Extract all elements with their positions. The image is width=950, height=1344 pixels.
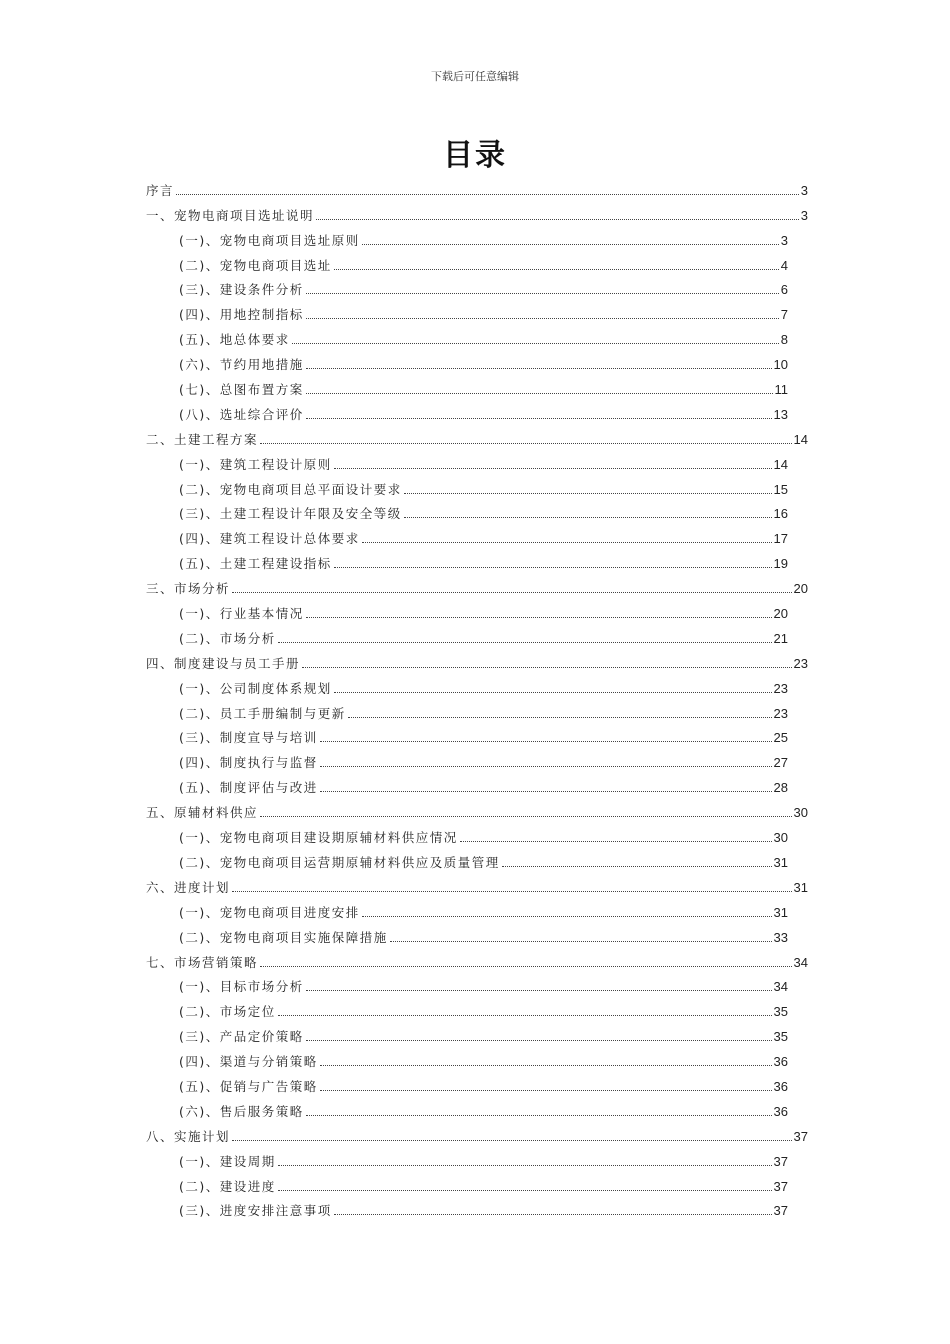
toc-page-number: 35	[773, 1029, 788, 1045]
toc-dot-leader	[320, 1065, 772, 1066]
toc-dot-leader	[306, 617, 772, 618]
toc-page-number: 37	[773, 1203, 788, 1219]
toc-dot-leader	[260, 816, 792, 817]
toc-page-number: 28	[773, 780, 788, 796]
toc-section-entry[interactable]	[146, 1170, 808, 1195]
toc-page-number: 21	[773, 630, 788, 646]
toc-dot-leader	[278, 1165, 772, 1166]
toc-section-entry[interactable]	[146, 971, 808, 996]
toc-section-entry[interactable]	[146, 473, 808, 498]
toc-dot-leader	[334, 692, 772, 693]
toc-dot-leader	[306, 293, 779, 294]
toc-page-number: 36	[773, 1103, 788, 1119]
toc-page-number: 36	[773, 1078, 788, 1094]
toc-dot-leader	[232, 592, 792, 593]
toc-dot-leader	[334, 1214, 772, 1215]
toc-dot-leader	[362, 542, 772, 543]
toc-section-entry[interactable]	[146, 348, 808, 373]
toc-chapter-entry[interactable]	[146, 174, 808, 199]
toc-page-number: 6	[780, 282, 788, 298]
toc-entry-text: (二)、宠物电商项目实施保障措施	[179, 929, 388, 945]
toc-page-number: 11	[774, 382, 788, 398]
toc-dot-leader	[306, 318, 779, 319]
toc-page-number: 20	[793, 581, 808, 597]
toc-dot-leader	[306, 393, 773, 394]
toc-entry-text: (三)、制度宣导与培训	[179, 730, 318, 746]
toc-entry-text: 三、市场分析	[146, 581, 231, 597]
toc-entry-text: 二、土建工程方案	[146, 431, 259, 447]
toc-dot-leader	[334, 468, 772, 469]
toc-page-number: 37	[773, 1178, 788, 1194]
toc-page-number: 31	[773, 904, 788, 920]
toc-dot-leader	[320, 791, 772, 792]
toc-entry-text: (一)、建筑工程设计原则	[179, 456, 332, 472]
toc-page-number: 8	[780, 332, 788, 348]
toc-page-number: 34	[773, 979, 788, 995]
toc-dot-leader	[306, 418, 772, 419]
toc-entry-text: (一)、公司制度体系规划	[179, 680, 332, 696]
toc-chapter-entry[interactable]	[146, 796, 808, 821]
toc-section-entry[interactable]	[146, 1020, 808, 1045]
toc-page-number: 23	[793, 655, 808, 671]
toc-page-number: 16	[773, 506, 788, 522]
toc-dot-leader	[362, 916, 772, 917]
toc-entry-text: 七、市场营销策略	[146, 954, 259, 970]
toc-page-number: 7	[780, 307, 788, 323]
toc-dot-leader	[306, 1115, 772, 1116]
toc-entry-text: (三)、土建工程设计年限及安全等级	[179, 506, 402, 522]
toc-section-entry[interactable]	[146, 746, 808, 771]
toc-entry-text: 序言	[146, 182, 175, 198]
toc-entry-text: (五)、制度评估与改进	[179, 780, 318, 796]
toc-dot-leader	[460, 841, 772, 842]
toc-section-entry[interactable]	[146, 622, 808, 647]
toc-section-entry[interactable]	[146, 1070, 808, 1095]
toc-chapter-entry[interactable]	[146, 199, 808, 224]
toc-dot-leader	[302, 667, 792, 668]
toc-page-number: 23	[773, 705, 788, 721]
toc-dot-leader	[316, 219, 799, 220]
toc-page-number: 25	[773, 730, 788, 746]
toc-section-entry[interactable]	[146, 498, 808, 523]
toc-section-entry[interactable]	[146, 249, 808, 274]
toc-section-entry[interactable]	[146, 921, 808, 946]
toc-dot-leader	[362, 244, 779, 245]
toc-section-entry[interactable]	[146, 722, 808, 747]
toc-entry-text: (四)、用地控制指标	[179, 307, 304, 323]
toc-page-number: 20	[773, 606, 788, 622]
toc-section-entry[interactable]	[146, 672, 808, 697]
toc-entry-text: (一)、宠物电商项目选址原则	[179, 232, 360, 248]
toc-page-number: 31	[773, 854, 788, 870]
toc-dot-leader	[306, 368, 772, 369]
toc-entry-text: (二)、宠物电商项目运营期原辅材料供应及质量管理	[179, 854, 500, 870]
toc-dot-leader	[320, 766, 772, 767]
toc-section-entry[interactable]	[146, 821, 808, 846]
toc-entry-text: 四、制度建设与员工手册	[146, 655, 301, 671]
toc-page-number: 30	[793, 805, 808, 821]
toc-dot-leader	[334, 269, 779, 270]
toc-dot-leader	[390, 941, 772, 942]
toc-page-number: 17	[773, 531, 788, 547]
toc-entry-text: (五)、促销与广告策略	[179, 1078, 318, 1094]
toc-page-number: 23	[773, 680, 788, 696]
toc-page-number: 31	[793, 879, 808, 895]
toc-chapter-entry[interactable]	[146, 1120, 808, 1145]
toc-page-number: 37	[773, 1153, 788, 1169]
toc-dot-leader	[502, 866, 772, 867]
toc-entry-text: (八)、选址综合评价	[179, 406, 304, 422]
toc-entry-text: (六)、售后服务策略	[179, 1103, 304, 1119]
toc-page-number: 33	[773, 929, 788, 945]
toc-entry-text: (一)、宠物电商项目建设期原辅材料供应情况	[179, 830, 458, 846]
toc-section-entry[interactable]	[146, 398, 808, 423]
toc-page-number: 37	[793, 1128, 808, 1144]
toc-entry-text: (七)、总图布置方案	[179, 382, 304, 398]
toc-chapter-entry[interactable]	[146, 871, 808, 896]
toc-chapter-entry[interactable]	[146, 647, 808, 672]
toc-page-number: 10	[773, 357, 788, 373]
toc-section-entry[interactable]	[146, 1045, 808, 1070]
toc-page-number: 3	[780, 232, 788, 248]
toc-section-entry[interactable]	[146, 274, 808, 299]
toc-entry-text: (三)、产品定价策略	[179, 1029, 304, 1045]
toc-dot-leader	[292, 343, 779, 344]
toc-dot-leader	[334, 567, 772, 568]
header-note: 下载后可任意编辑	[431, 70, 519, 83]
toc-entry-text: (四)、制度执行与监督	[179, 755, 318, 771]
toc-dot-leader	[404, 517, 772, 518]
toc-chapter-entry[interactable]	[146, 423, 808, 448]
toc-page-number: 3	[800, 207, 808, 223]
toc-entry-text: 一、宠物电商项目选址说明	[146, 207, 315, 223]
toc-entry-text: (四)、渠道与分销策略	[179, 1054, 318, 1070]
toc-section-entry[interactable]	[146, 224, 808, 249]
toc-section-entry[interactable]	[146, 771, 808, 796]
toc-page-number: 27	[773, 755, 788, 771]
toc-page-number: 14	[773, 456, 788, 472]
toc-dot-leader	[232, 1140, 792, 1141]
toc-page-number: 15	[773, 481, 788, 497]
toc-section-entry[interactable]	[146, 1195, 808, 1220]
toc-section-entry[interactable]	[146, 1145, 808, 1170]
toc-entry-text: (一)、行业基本情况	[179, 606, 304, 622]
table-of-contents	[146, 174, 808, 1219]
toc-entry-text: (三)、建设条件分析	[179, 282, 304, 298]
toc-entry-text: (五)、土建工程建设指标	[179, 556, 332, 572]
toc-entry-text: (二)、宠物电商项目总平面设计要求	[179, 481, 402, 497]
toc-dot-leader	[348, 717, 772, 718]
toc-entry-text: (一)、目标市场分析	[179, 979, 304, 995]
toc-section-entry[interactable]	[146, 597, 808, 622]
toc-dot-leader	[306, 990, 772, 991]
toc-dot-leader	[278, 642, 772, 643]
toc-page-number: 3	[800, 182, 808, 198]
toc-dot-leader	[232, 891, 792, 892]
toc-entry-text: 五、原辅材料供应	[146, 805, 259, 821]
toc-dot-leader	[260, 966, 792, 967]
toc-entry-text: (二)、市场分析	[179, 630, 276, 646]
toc-entry-text: (二)、市场定位	[179, 1004, 276, 1020]
toc-dot-leader	[260, 443, 792, 444]
toc-entry-text: (一)、建设周期	[179, 1153, 276, 1169]
toc-page-number: 36	[773, 1054, 788, 1070]
toc-dot-leader	[320, 1090, 772, 1091]
toc-entry-text: 六、进度计划	[146, 879, 231, 895]
toc-page-number: 4	[780, 257, 788, 273]
toc-title: 目录	[443, 138, 507, 173]
toc-entry-text: (二)、员工手册编制与更新	[179, 705, 346, 721]
toc-section-entry[interactable]	[146, 697, 808, 722]
toc-entry-text: (一)、宠物电商项目进度安排	[179, 904, 360, 920]
toc-page-number: 14	[793, 431, 808, 447]
toc-dot-leader	[278, 1190, 772, 1191]
toc-page-number: 30	[773, 830, 788, 846]
toc-section-entry[interactable]	[146, 896, 808, 921]
toc-entry-text: (二)、建设进度	[179, 1178, 276, 1194]
toc-entry-text: (六)、节约用地措施	[179, 357, 304, 373]
toc-entry-text: (五)、地总体要求	[179, 332, 290, 348]
toc-section-entry[interactable]	[146, 547, 808, 572]
toc-chapter-entry[interactable]	[146, 946, 808, 971]
toc-page-number: 13	[773, 406, 788, 422]
toc-section-entry[interactable]	[146, 323, 808, 348]
toc-dot-leader	[176, 194, 799, 195]
toc-section-entry[interactable]	[146, 1095, 808, 1120]
toc-dot-leader	[278, 1015, 772, 1016]
toc-dot-leader	[320, 741, 772, 742]
toc-page-number: 34	[793, 954, 808, 970]
toc-page-number: 35	[773, 1004, 788, 1020]
toc-section-entry[interactable]	[146, 448, 808, 473]
toc-entry-text: 八、实施计划	[146, 1128, 231, 1144]
toc-entry-text: (四)、建筑工程设计总体要求	[179, 531, 360, 547]
toc-section-entry[interactable]	[146, 373, 808, 398]
toc-entry-text: (二)、宠物电商项目选址	[179, 257, 332, 273]
toc-section-entry[interactable]	[146, 522, 808, 547]
toc-chapter-entry[interactable]	[146, 572, 808, 597]
toc-dot-leader	[404, 493, 772, 494]
toc-section-entry[interactable]	[146, 995, 808, 1020]
toc-page-number: 19	[773, 556, 788, 572]
toc-section-entry[interactable]	[146, 298, 808, 323]
toc-dot-leader	[306, 1040, 772, 1041]
toc-entry-text: (三)、进度安排注意事项	[179, 1203, 332, 1219]
toc-section-entry[interactable]	[146, 846, 808, 871]
